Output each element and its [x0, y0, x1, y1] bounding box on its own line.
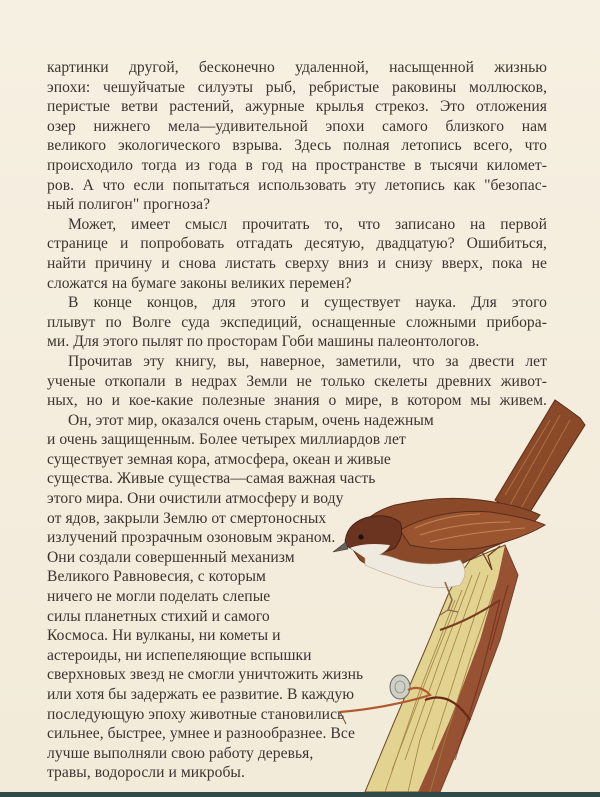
text-line: последующую эпоху животные становились: [47, 705, 345, 723]
text-line: странице и попробовать отгадать десятую, двадцатую? Ошибиться,: [47, 235, 547, 253]
text-line: астероиды, ни испепеляющие вспышки: [47, 646, 312, 664]
text-line: Космоса. Ни вулканы, ни кометы и: [47, 627, 281, 645]
text-line: лучше выполняли свою работу деревья,: [47, 744, 314, 762]
text-line: Великого Равновесия, с которым: [47, 568, 266, 586]
text-line: силы планетных стихий и самого: [47, 607, 270, 625]
text-line: или хотя бы задержать ее развитие. В каждую: [47, 686, 355, 703]
text-line: ров. А что если попытаться использовать эту летопись как "безопас-: [47, 176, 547, 194]
text-line: великого экологического взрыва. Здесь полная летопись всего, что: [47, 137, 547, 155]
text-line: травы, водоросли и микробы.: [47, 764, 245, 782]
text-line: В конце концов, для этого и существует наука. Для этого: [68, 294, 547, 312]
text-line: найти причину и снова листать сверху вниз и снизу вверх, пока не: [47, 254, 547, 272]
text-line: эпохи: чешуйчатые силуэты рыб, ребристые раковины моллюсков,: [47, 78, 547, 96]
text-line: ми. Для этого пылят по просторам Гоби машины палеонтологов.: [47, 333, 480, 351]
bird-illustration: [300, 380, 600, 792]
text-line: ный полигон" прогноза?: [47, 196, 211, 214]
text-line: ных, но и кое-какие полезные знания о мире, в котором мы живем.: [47, 392, 547, 410]
text-line: Прочитав эту книгу, вы, наверное, заметили, что за двести лет: [68, 352, 547, 370]
text-line: существа. Живые существа—самая важная часть: [47, 470, 376, 488]
text-line: сверхновых звезд не смогли уничтожить жизнь: [47, 666, 364, 684]
text-line: от ядов, закрыли Землю от смертоносных: [47, 509, 327, 527]
text-line: сложатся на бумаге законы великих перемен?: [47, 274, 352, 292]
text-line: озер нижнего мела—удивительной эпохи самого близкого нам: [47, 117, 547, 135]
text-line: Они создали совершенный механизм: [47, 548, 295, 566]
text-line: плывут по Волге суда экспедиций, оснащенные сложными прибора-: [47, 313, 547, 331]
text-line: ученые откопали в недрах Земли не только скелеты древних живот-: [47, 372, 547, 390]
text-line: излучений прозрачным озоновым экраном.: [47, 529, 336, 547]
text-line: существует земная кора, атмосфера, океан и живые: [47, 450, 391, 468]
bird-icon: [333, 400, 585, 615]
text-line: картинки другой, бесконечно удаленной, насыщенной жизнью: [47, 59, 547, 76]
scan-edge-strip: [0, 792, 600, 797]
text-line: и очень защищенным. Более четырех миллиардов лет: [47, 431, 406, 449]
text-line: происходило тогда из года в год на пространстве в тысячи километ-: [47, 156, 547, 174]
text-line: этого мира. Они очистили атмосферу и воду: [47, 490, 344, 508]
text-line: ничего не могли поделать слепые: [47, 588, 271, 606]
text-line: сильнее, быстрее, умнее и разнообразнее. Все: [47, 725, 355, 743]
text-line: перистые ветви растений, ажурные крылья стрекоз. Это отложения: [47, 98, 547, 116]
text-line: Может, имеет смысл прочитать то, что записано на первой: [68, 215, 547, 233]
text-line: Он, этот мир, оказался очень старым, очень надежным: [68, 411, 434, 429]
